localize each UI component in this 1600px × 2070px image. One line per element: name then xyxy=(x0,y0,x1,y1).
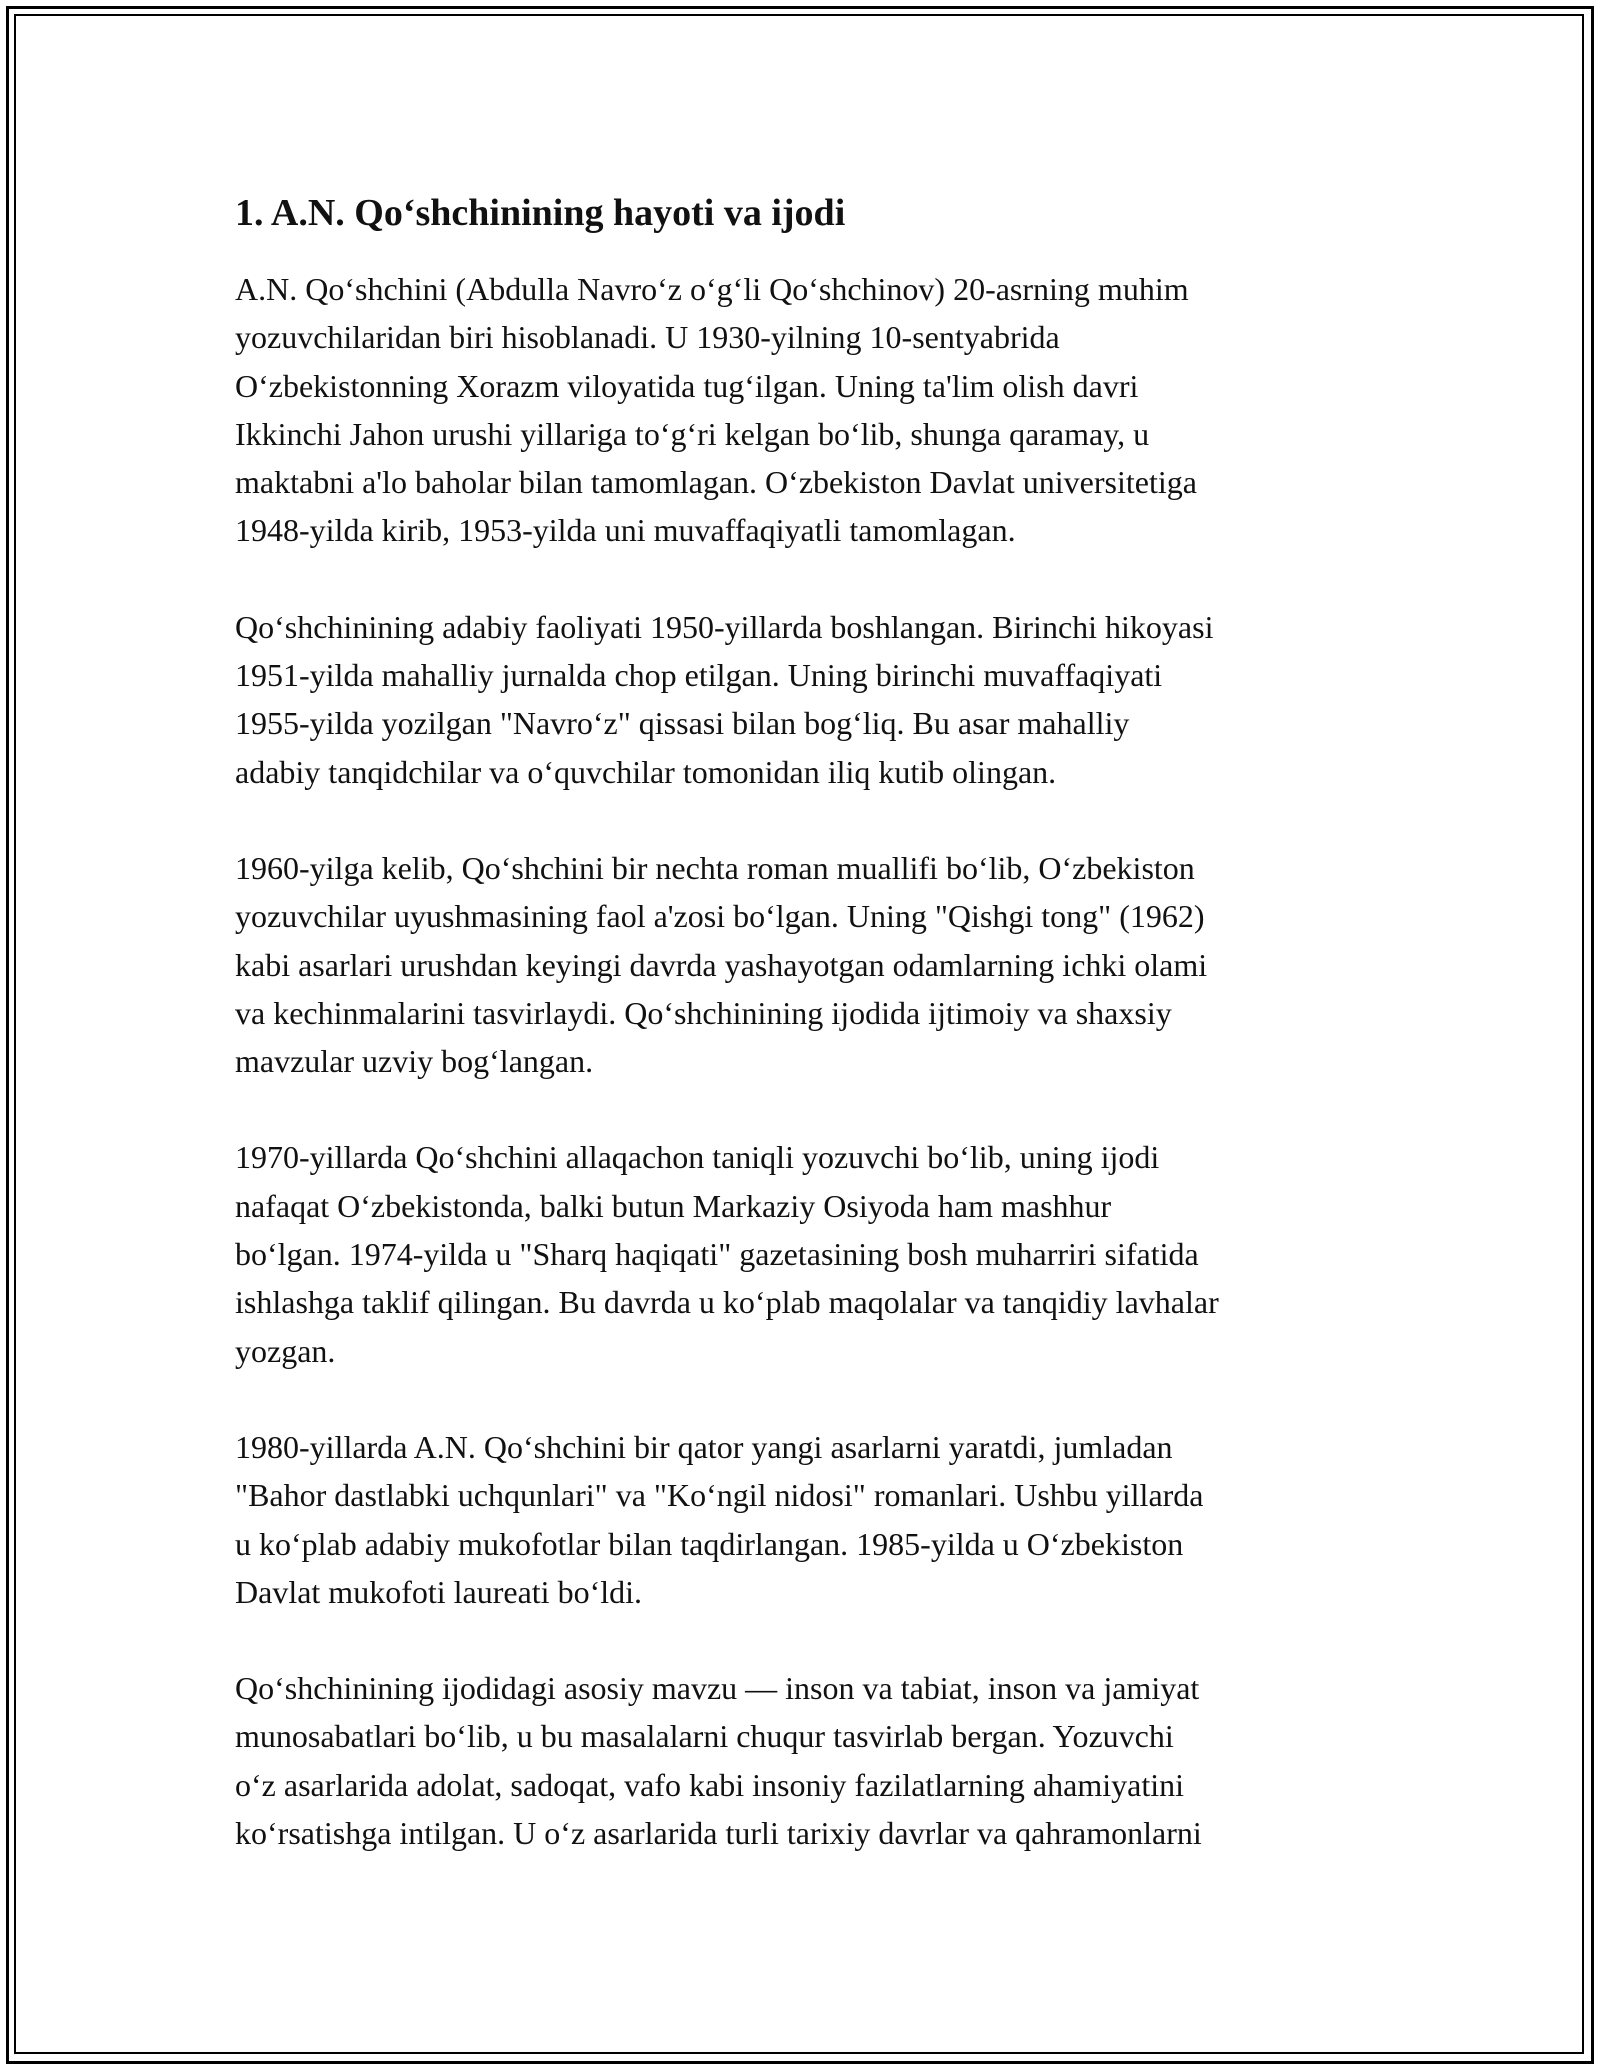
paragraph-1970s: 1970-yillarda Qoʻshchini allaqachon taniqli yozuvchi boʻlib, uning ijodi nafaqat Oʻzbekistonda, balki butun Markaziy Osiyoda ham mashhur boʻlgan. 1974-yilda u "Sharq haqiqati" gazetasining bosh muharriri sifatida ishlashga taklif qilingan. Bu davrda u koʻplab maqolalar va tanqidiy lavhalar yozgan. xyxy=(235,1139,1219,1369)
paragraph-1980s: 1980-yillarda A.N. Qoʻshchini bir qator yangi asarlarni yaratdi, jumladan "Bahor dastlabki uchqunlari" va "Koʻngil nidosi" romanlari. Ushbu yillarda u koʻplab adabiy mukofotlar bilan taqdirlangan. 1985-yilda u Oʻzbekiston Davlat mukofoti laureati boʻldi. xyxy=(235,1428,1204,1610)
paragraph-biography: A.N. Qoʻshchini (Abdulla Navroʻz oʻgʻli Qoʻshchinov) 20-asrning muhim yozuvchilaridan biri hisoblanadi. U 1930-yilning 10-sentyabrida Oʻzbekistonning Xorazm viloyatida tugʻilgan. Uning ta'lim olish davri Ikkinchi Jahon urushi yillariga toʻgʻri kelgan boʻlib, shunga qaramay, u maktabni a'lo baholar bilan tamomlagan. Oʻzbekiston Davlat universitetiga 1948-yilda kirib, 1953-yilda uni muvaffaqiyatli tamomlagan. xyxy=(235,271,1197,549)
paragraph-literary-beginnings: Qoʻshchinining adabiy faoliyati 1950-yillarda boshlangan. Birinchi hikoyasi 1951-yilda mahalliy jurnalda chop etilgan. Uning birinchi muvaffaqiyati 1955-yilda yozilgan "Navroʻz" qissasi bilan bogʻliq. Bu asar mahalliy adabiy tanqidchilar va oʻquvchilar tomonidan iliq kutib olingan. xyxy=(235,608,1214,790)
paragraph-main-themes: Qoʻshchinining ijodidagi asosiy mavzu — inson va tabiat, inson va jamiyat munosabatlari boʻlib, u bu masalalarni chuqur tasvirlab bergan. Yozuvchi oʻz asarlarida adolat, sadoqat, vafo kabi insoniy fazilatlarning ahamiyatini koʻrsatishga intilgan. U oʻz asarlarida turli tarixiy davrlar va qahramonlarni xyxy=(235,1670,1202,1852)
section-heading: 1. A.N. Qoʻshchinining hayoti va ijodi xyxy=(235,192,846,234)
document-body xyxy=(235,185,1370,1905)
paragraph-1960s: 1960-yilga kelib, Qoʻshchini bir nechta roman muallifi boʻlib, Oʻzbekiston yozuvchilar uyushmasining faol a'zosi boʻlgan. Uning "Qishgi tong" (1962) kabi asarlari urushdan keyingi davrda yashayotgan odamlarning ichki olami va kechinmalarini tasvirlaydi. Qoʻshchinining ijodida ijtimoiy va shaxsiy mavzular uzviy bogʻlangan. xyxy=(235,849,1208,1080)
